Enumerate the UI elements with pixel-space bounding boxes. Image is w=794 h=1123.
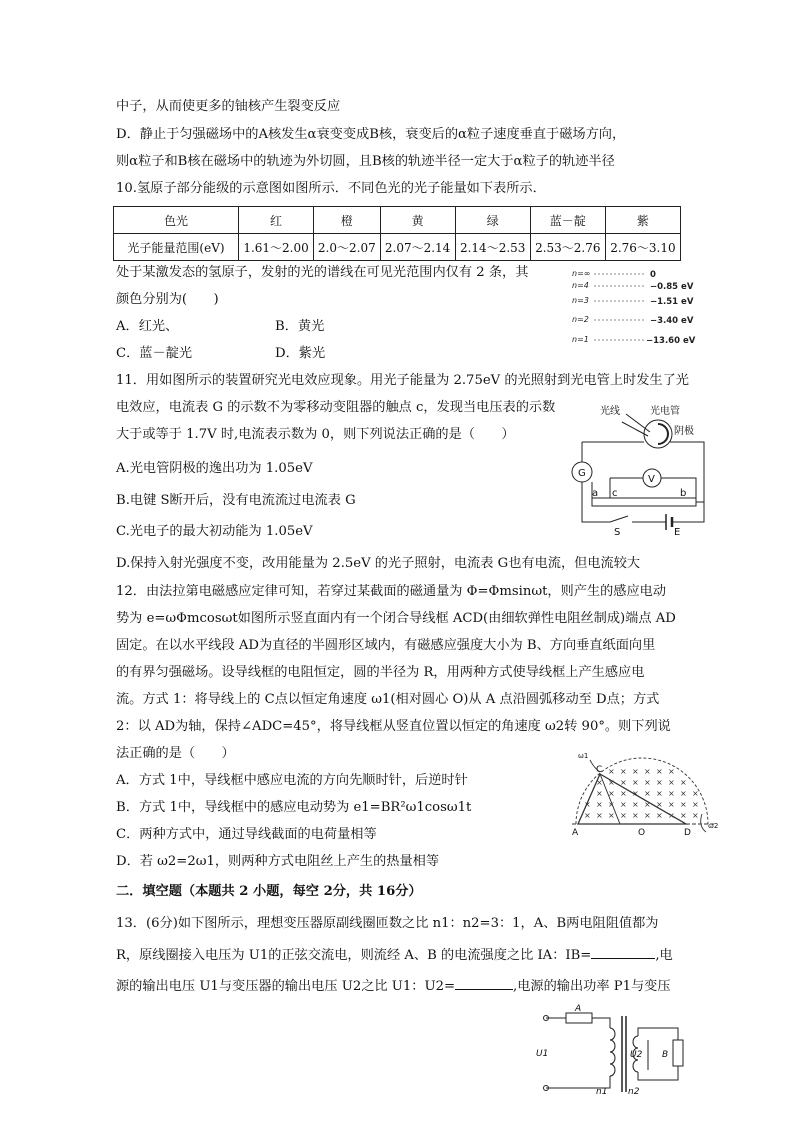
label-c: c: [612, 488, 618, 499]
field-cross: ×: [620, 778, 627, 787]
label-w2: ω2: [708, 822, 719, 830]
label-light: 光线: [600, 406, 620, 417]
question-10-option-c: C．蓝－靛光: [116, 346, 193, 361]
field-cross: ×: [668, 811, 675, 820]
field-cross: ×: [668, 778, 675, 787]
field-cross: ×: [608, 778, 615, 787]
field-cross: ×: [644, 767, 651, 776]
primary-coil: [610, 1028, 615, 1076]
level-label: n=2: [572, 315, 589, 324]
table-cell: 2.76～3.10: [605, 234, 680, 261]
field-cross: ×: [656, 811, 663, 820]
question-12-option-b: B．方式 1中，导线框中的感应电动势为 e1=BR²ω1cosω1t: [116, 800, 472, 815]
secondary-wire: [638, 1028, 678, 1040]
field-cross: ×: [680, 789, 687, 798]
rheostat: [592, 498, 696, 506]
field-cross: ×: [596, 811, 603, 820]
resistor-b: [673, 1040, 683, 1066]
field-cross: ×: [644, 789, 651, 798]
question-11-option-d: D.保持入射光强度不变，改用能量为 2.5eV 的光子照射，电流表 G也有电流，但电流较大: [116, 556, 641, 571]
question-11-stem: 11．用如图所示的装置研究光电效应现象。用光子能量为 2.75eV 的光照射到光电管上时发生了光: [116, 373, 689, 388]
table-row: [114, 234, 681, 261]
label-a: A: [575, 1004, 582, 1014]
q13-text: R，原线圈接入电压为 U1的正弦交流电，则流经 A、B 的电流强度之比 IA：IB=: [116, 948, 592, 963]
question-12-text: 法正确的是（ ）: [116, 746, 235, 761]
question-11-text: 电效应，电流表 G 的示数不为零移动变阻器的触点 c，发现当电压表的示数: [116, 400, 556, 415]
level-label: n=3: [572, 296, 589, 305]
label-o: O: [638, 828, 646, 838]
field-cross: ×: [692, 800, 699, 809]
level-energy: −3.40 eV: [650, 316, 694, 326]
circuit-wire: [672, 504, 704, 522]
level-energy: −0.85 eV: [650, 282, 694, 292]
table-cell: 绿: [455, 207, 530, 234]
field-cross: ×: [644, 811, 651, 820]
level-label: n=1: [572, 335, 589, 344]
field-cross: ×: [644, 800, 651, 809]
question-12-text: 流。方式 1：将导线上的 C点以恒定角速度 ω1(相对圆心 O)从 A 点沿圆弧移动至 D点；方式: [116, 692, 660, 707]
table-cell: 2.53～2.76: [530, 234, 605, 261]
table-cell: 橙: [314, 207, 380, 234]
field-cross: ×: [656, 767, 663, 776]
table-cell: 2.0～2.07: [314, 234, 380, 261]
level-label: n=4: [572, 281, 589, 290]
field-cross: ×: [680, 811, 687, 820]
field-cross: ×: [692, 811, 699, 820]
question-10-text: 颜色分别为( ): [116, 292, 219, 307]
field-cross: ×: [620, 800, 627, 809]
field-cross: ×: [656, 800, 663, 809]
label-e: E: [674, 527, 681, 538]
label-v: V: [648, 474, 655, 485]
secondary-wire: [638, 1066, 678, 1080]
label-g: G: [578, 468, 586, 479]
question-12-text: 的有界匀强磁场。设导线框的电阻恒定，圆的半径为 R，用两种方式使导线框上产生感应电: [116, 665, 645, 680]
circuit-wire: [661, 478, 696, 498]
table-cell: 红: [239, 207, 314, 234]
question-11-option-b: B.电键 S断开后，没有电流流过电流表 G: [116, 493, 356, 508]
field-cross: ×: [668, 789, 675, 798]
question-11-option-c: C.光电子的最大初动能为 1.05eV: [116, 524, 313, 539]
line-text: 则α粒子和B核在磁场中的轨迹为外切圆，且B核的轨迹半径一定大于α粒子的轨迹半径: [116, 154, 615, 169]
field-cross: ×: [644, 778, 651, 787]
field-cross: ×: [656, 789, 663, 798]
question-12-stem: 12．由法拉第电磁感应定律可知，若穿过某截面的磁通量为 Φ=Φmsinωt，则产生的感应电动: [116, 584, 667, 599]
label-b: b: [680, 488, 687, 499]
field-cross: ×: [656, 778, 663, 787]
label-a: A: [572, 828, 579, 838]
light-ray: [622, 422, 648, 436]
switch-s: [610, 516, 628, 522]
field-cross: ×: [668, 800, 675, 809]
semicircle-field-diagram: [570, 750, 720, 838]
question-11-text: 大于或等于 1.7V 时,电流表示数为 0，则下列说法正确的是（ ）: [116, 427, 515, 442]
line-text: 中子，从而使更多的铀核产生裂变反应: [116, 99, 341, 114]
question-10-option-a: A．红光、: [116, 319, 179, 334]
question-12-text: 固定。在以水平线段 AD为直径的半圆形区域内，有磁感应强度大小为 B、方向垂直纸面向里: [116, 638, 656, 653]
level-energy: 0: [650, 270, 656, 280]
question-10-text: 处于某激发态的氢原子，发射的光的谱线在可见光范围内仅有 2 条，其: [116, 265, 529, 280]
level-energy: −1.51 eV: [650, 297, 694, 307]
question-10-stem: 10.氢原子部分能级的示意图如图所示．不同色光的光子能量如下表所示．: [116, 181, 546, 196]
question-12-option-c: C．两种方式中，通过导线截面的电荷量相等: [116, 827, 377, 842]
label-a: a: [592, 488, 599, 499]
q13-text: 源的输出电压 U1与变压器的输出电压 U2之比 U1：U2=: [116, 979, 456, 994]
label-u1: U1: [536, 1049, 549, 1059]
table-cell: 2.14～2.53: [455, 234, 530, 261]
label-d: D: [684, 828, 691, 838]
table-row: [114, 207, 681, 234]
question-10-option-b: B．黄光: [275, 319, 325, 334]
light-ray: [626, 414, 650, 432]
energy-level-diagram: [570, 266, 700, 346]
question-12-option-d: D．若 ω2=2ω1，则两种方式电阻丝上产生的热量相等: [116, 854, 440, 869]
label-c: C: [596, 765, 603, 775]
table-cell: 2.07～2.14: [380, 234, 455, 261]
question-12-option-a: A．方式 1中，导线框中感应电流的方向先顺时针，后逆时针: [116, 773, 468, 788]
field-cross: ×: [692, 789, 699, 798]
field-cross: ×: [608, 811, 615, 820]
field-cross: ×: [632, 767, 639, 776]
table-cell: 紫: [605, 207, 680, 234]
question-10-option-d: D．紫光: [275, 346, 326, 361]
field-cross: ×: [632, 778, 639, 787]
question-13-text: [116, 977, 671, 996]
table-cell: 色光: [114, 207, 239, 234]
q13-text-tail: ,电: [655, 948, 673, 963]
field-cross: ×: [632, 800, 639, 809]
question-12-text: 势为 e=ωΦmcosωt如图所示竖直面内有一个闭合导线框 ACD(由细软弹性电阻丝制成)端点 AD: [116, 611, 676, 626]
question-11-option-a: A.光电管阴极的逸出功为 1.05eV: [116, 461, 313, 476]
field-cross: ×: [596, 789, 603, 798]
circuit-wire: [670, 442, 704, 504]
table-cell: 黄: [380, 207, 455, 234]
question-12-text: 2：以 AD为轴，保持∠ADC=45°，将导线框从竖直位置以恒定的角速度 ω2转 90°。则下列说: [116, 719, 671, 734]
question-13-text: [116, 946, 673, 965]
option-d-text: D．静止于匀强磁场中的A核发生α衰变变成B核，衰变后的α粒子速度垂直于磁场方向，: [116, 127, 626, 142]
transformer-diagram: [530, 1004, 690, 1098]
field-cross: ×: [608, 800, 615, 809]
label-n1: n1: [596, 1087, 608, 1097]
level-label: n=∞: [572, 269, 591, 278]
phototube-cathode: [658, 424, 668, 444]
field-cross: ×: [632, 789, 639, 798]
table-cell: 1.61～2.00: [239, 234, 314, 261]
field-cross: ×: [596, 800, 603, 809]
primary-wire: [592, 1018, 610, 1028]
field-cross: ×: [608, 789, 615, 798]
field-cross: ×: [680, 778, 687, 787]
field-cross: ×: [680, 800, 687, 809]
field-cross: ×: [620, 789, 627, 798]
field-cross: ×: [584, 811, 591, 820]
level-energy: −13.60 eV: [646, 336, 696, 346]
label-u2: U2: [630, 1050, 643, 1060]
section-2-heading: 二．填空题（本题共 2 小题，每空 2分，共 16分）: [116, 884, 422, 899]
rotation-arrow-w2: [701, 814, 706, 832]
resistor-a: [566, 1013, 592, 1023]
field-cross: ×: [596, 778, 603, 787]
answer-blank[interactable]: [591, 946, 655, 959]
field-cross: ×: [620, 811, 627, 820]
q13-text-tail: ,电源的输出功率 P1与变压: [513, 979, 671, 994]
field-cross: ×: [668, 767, 675, 776]
label-w1: ω1: [578, 752, 589, 760]
label-n2: n2: [628, 1087, 640, 1097]
answer-blank[interactable]: [455, 977, 513, 990]
label-b: B: [662, 1050, 669, 1060]
label-cathode: 阴极: [674, 426, 694, 437]
color-energy-table: [113, 206, 681, 261]
label-s: S: [614, 527, 621, 538]
field-cross: ×: [632, 811, 639, 820]
label-phototube: 光电管: [650, 406, 680, 417]
field-cross: ×: [584, 800, 591, 809]
table-cell: 光子能量范围(eV): [114, 234, 239, 261]
question-13-stem: 13．(6分)如下图所示，理想变压器原副线圈匝数之比 n1：n2=3：1，A、B两电阻阻值都为: [116, 916, 659, 931]
field-cross: ×: [608, 767, 615, 776]
table-cell: 蓝－靛: [530, 207, 605, 234]
field-cross: ×: [620, 767, 627, 776]
photoelectric-circuit-diagram: [570, 400, 710, 540]
